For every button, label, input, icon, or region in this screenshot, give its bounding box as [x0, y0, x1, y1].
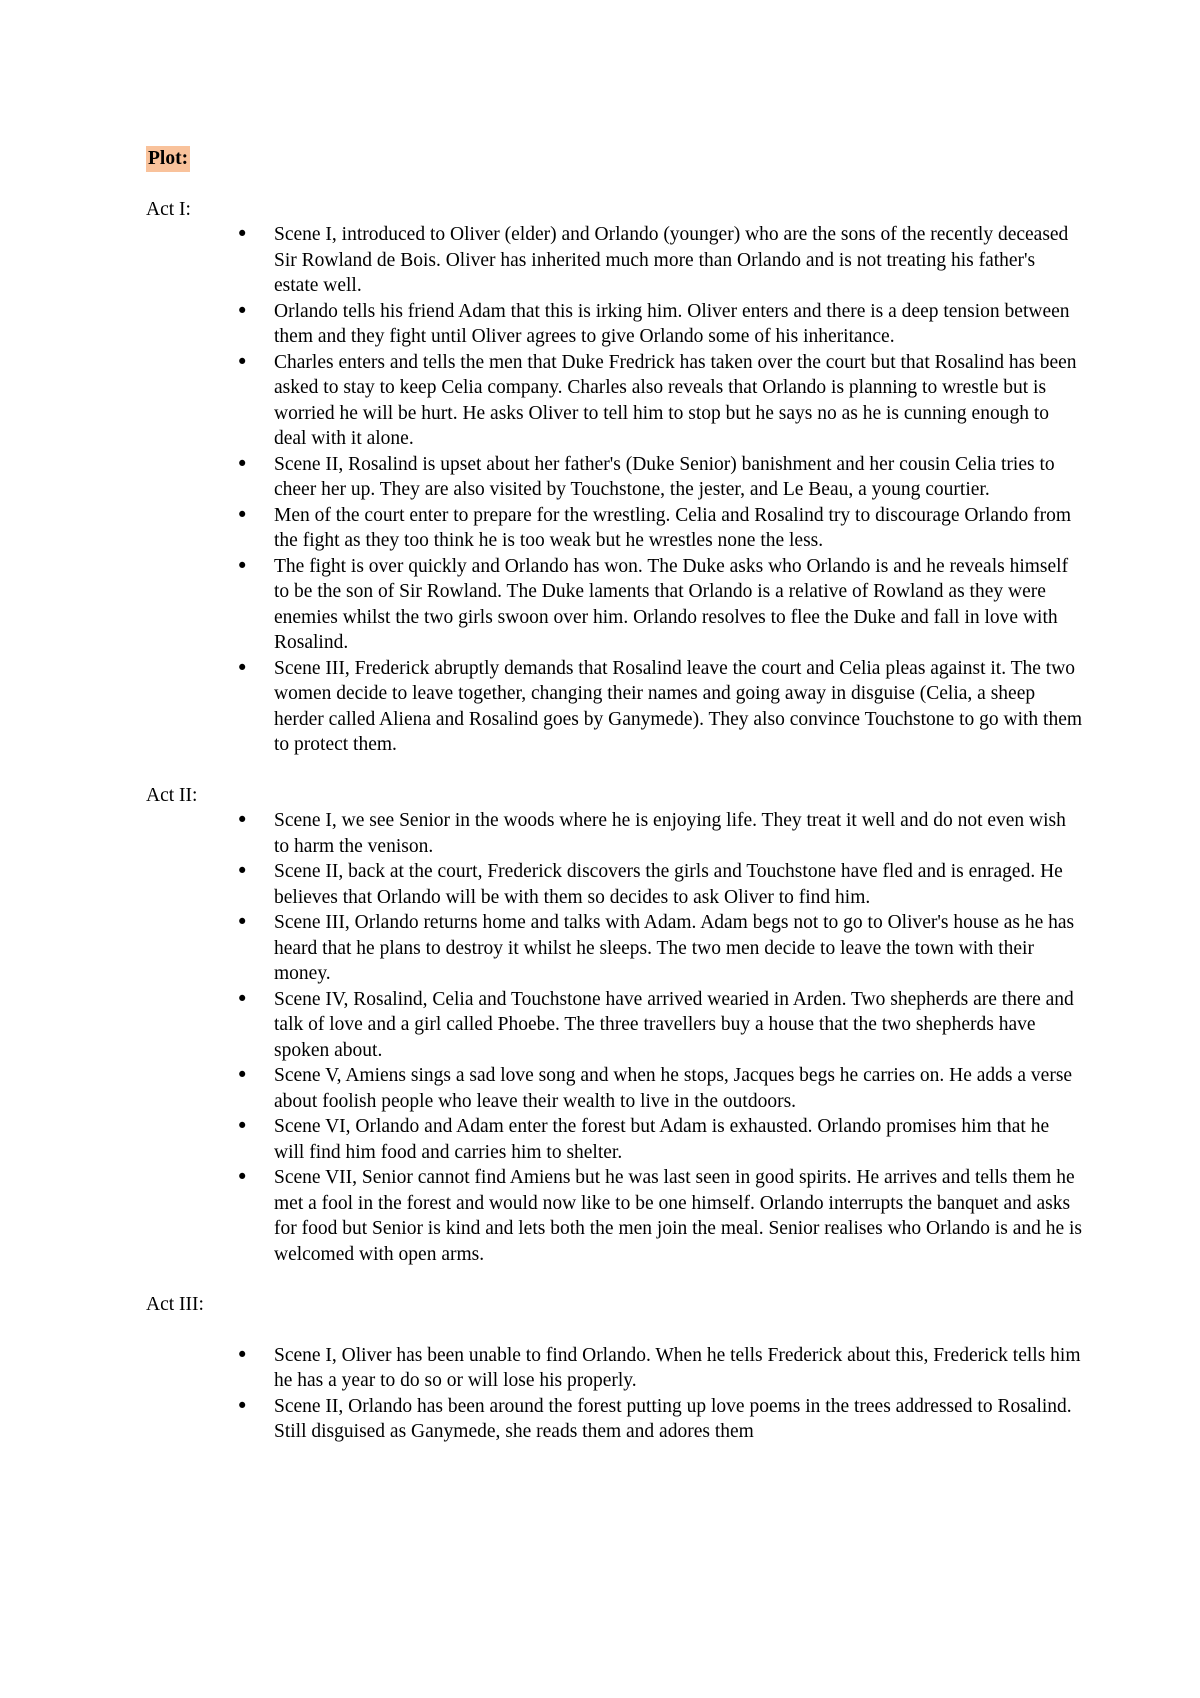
- bullet-icon: •: [236, 502, 249, 527]
- list-item: [236, 910, 1084, 987]
- bullet-icon: •: [236, 1342, 249, 1367]
- bullet-icon: •: [236, 808, 249, 832]
- bullet-icon: •: [236, 910, 249, 934]
- list-item: [236, 1063, 1084, 1114]
- bullet-icon: •: [236, 222, 249, 246]
- bullet-icon: •: [236, 451, 249, 476]
- scene-text: Scene VII, Senior cannot find Amiens but he was last seen in good spirits. He arrives and tells them he met a fool in the forest and would now like to be one himself. Orlando interrupts the banquet and asks for food but Senior is kind and lets both the men join the meal. Senior realises who Orlando is and he is welcomed with open arms.: [274, 1167, 1083, 1265]
- scene-text: Scene I, Oliver has been unable to find Orlando. When he tells Frederick about this, Frederick tells him he has a year to do so or will lose his properly.: [274, 1344, 1081, 1391]
- act-3-label: Act III:: [146, 1294, 204, 1315]
- act-1-label: Act I:: [146, 198, 191, 220]
- list-item: [236, 222, 1084, 299]
- act-1-scene-list: [146, 222, 1084, 758]
- bullet-icon: •: [236, 298, 249, 323]
- scene-text: Scene I, we see Senior in the woods where he is enjoying life. They treat it well and do not even wish to harm the venison.: [274, 810, 1066, 857]
- bullet-icon: •: [236, 986, 249, 1011]
- list-item: [236, 298, 1084, 350]
- scene-text: Scene IV, Rosalind, Celia and Touchstone have arrived wearied in Arden. Two shepherds are there and talk of love and a girl called Phoebe. The three travellers buy a house that the two shepherds have spoken about.: [274, 988, 1074, 1061]
- act-2-label: Act II:: [146, 784, 198, 806]
- scene-text: Orlando tells his friend Adam that this is irking him. Oliver enters and there is a deep tension between them and they fight until Oliver agrees to give Orlando some of his inheritance.: [274, 300, 1070, 347]
- scene-text: Scene II, Orlando has been around the forest putting up love poems in the trees addressed to Rosalind. Still disguised as Ganymede, she reads them and adores them: [274, 1395, 1072, 1442]
- scene-text: Scene I, introduced to Oliver (elder) and Orlando (younger) who are the sons of the recently deceased Sir Rowland de Bois. Oliver has inherited much more than Orlando and is not treating his father's estate well.: [274, 224, 1069, 296]
- scene-text: Scene III, Orlando returns home and talks with Adam. Adam begs not to go to Oliver's house as he has heard that he plans to destroy it whilst he sleeps. The two men decide to leave the town with their money.: [274, 912, 1075, 984]
- bullet-icon: •: [236, 1114, 249, 1138]
- act-2-scene-list: [146, 808, 1084, 1267]
- plot-heading: Plot:: [146, 146, 190, 172]
- list-item: [236, 349, 1084, 452]
- scene-text: The fight is over quickly and Orlando has won. The Duke asks who Orlando is and he reveals himself to be the son of Sir Rowland. The Duke laments that Orlando is a relative of Rowland as they were enemies whilst the two girls swoon over him. Orlando resolves to flee the Duke and fall in love with Rosalind.: [274, 555, 1069, 653]
- scene-text: Scene VI, Orlando and Adam enter the forest but Adam is exhausted. Orlando promises him that he will find him food and carries him to shelter.: [274, 1116, 1050, 1163]
- bullet-icon: •: [236, 553, 249, 578]
- list-item: [236, 451, 1084, 503]
- list-item: [236, 1342, 1084, 1394]
- list-item: [236, 655, 1084, 758]
- list-item: [236, 553, 1084, 656]
- scene-text: Scene II, back at the court, Frederick discovers the girls and Touchstone have fled and is enraged. He believes that Orlando will be with them so decides to ask Oliver to find him.: [274, 861, 1063, 908]
- scene-text: Charles enters and tells the men that Duke Fredrick has taken over the court but that Rosalind has been asked to stay to keep Celia company. Charles also reveals that Orlando is planning to wrestle but is worried he will be hurt. He asks Oliver to tell him to stop but he says no as he is cunning enough to deal with it alone.: [274, 351, 1077, 449]
- list-item: [236, 1165, 1084, 1267]
- bullet-icon: •: [236, 655, 249, 680]
- list-item: [236, 859, 1084, 910]
- scene-text: Scene V, Amiens sings a sad love song and when he stops, Jacques begs he carries on. He adds a verse about foolish people who leave their wealth to live in the outdoors.: [274, 1065, 1073, 1112]
- scene-text: Scene III, Frederick abruptly demands that Rosalind leave the court and Celia pleas against it. The two women decide to leave together, changing their names and going away in disguise (Celia, a sheep herder called Aliena and Rosalind goes by Ganymede). They also convince Touchstone to go with them to protect them.: [274, 657, 1083, 755]
- bullet-icon: •: [236, 349, 249, 374]
- list-item: [236, 808, 1084, 859]
- act-3-scene-list: [146, 1343, 1084, 1445]
- list-item: [236, 502, 1084, 554]
- bullet-icon: •: [236, 859, 249, 883]
- list-item: [236, 986, 1084, 1064]
- scene-text: Scene II, Rosalind is upset about her father's (Duke Senior) banishment and her cousin Celia tries to cheer her up. They are also visited by Touchstone, the jester, and Le Beau, a young courtier.: [274, 453, 1055, 500]
- bullet-icon: •: [236, 1063, 249, 1087]
- bullet-icon: •: [236, 1165, 249, 1189]
- list-item: [236, 1114, 1084, 1165]
- list-item: [236, 1393, 1084, 1445]
- scene-text: Men of the court enter to prepare for the wrestling. Celia and Rosalind try to discourage Orlando from the fight as they too think he is too weak but he wrestles none the less.: [274, 504, 1072, 551]
- bullet-icon: •: [236, 1393, 249, 1418]
